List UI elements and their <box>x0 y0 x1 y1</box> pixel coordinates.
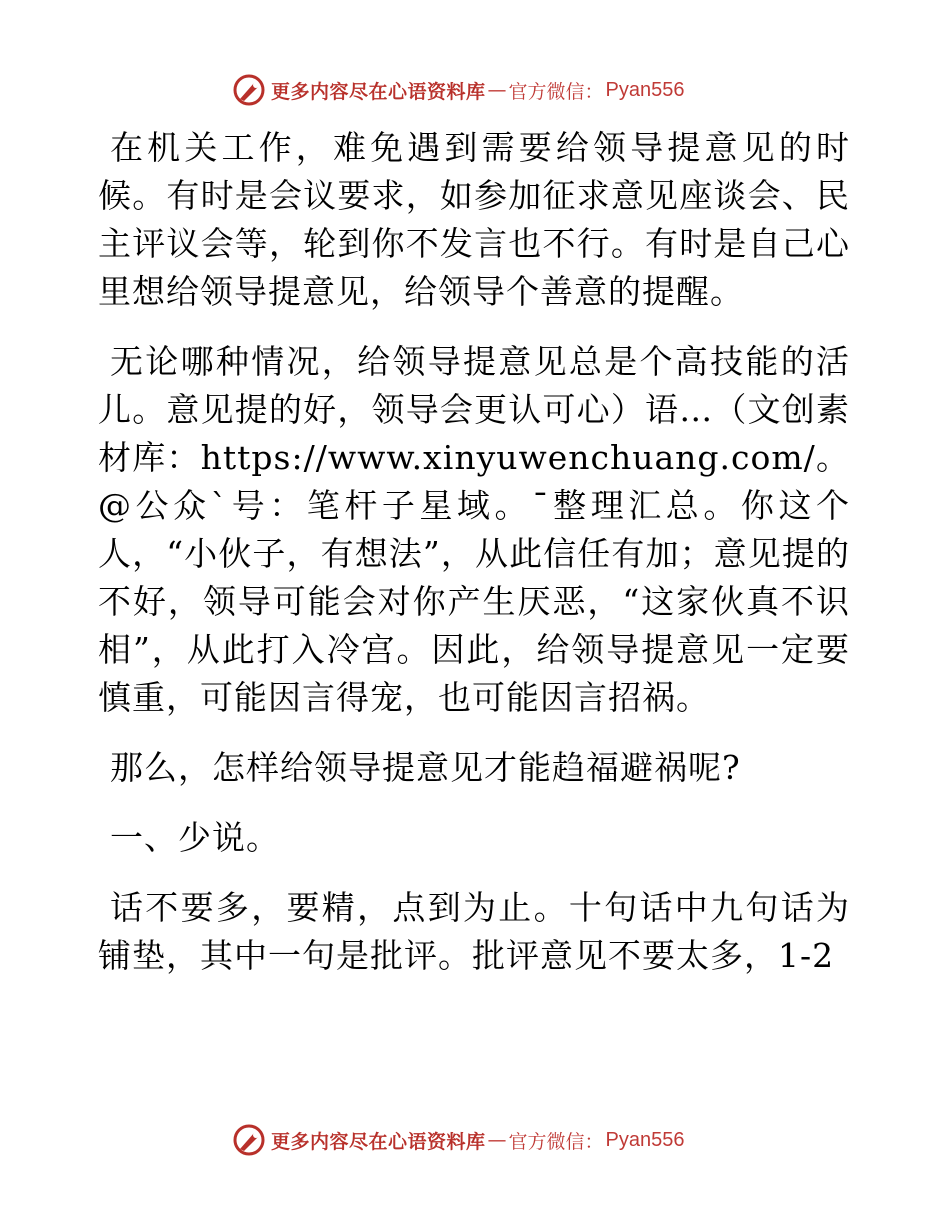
paragraph-intro: 在机关工作，难免遇到需要给领导提意见的时候。有时是会议要求，如参加征求意见座谈会、民主评议会等，轮到你不发言也不行。有时是自己心里想给领导提意见，给领导个善意的提醒。 <box>98 128 850 311</box>
header-banner <box>233 73 685 107</box>
section-heading-1: 一、少说。 <box>110 818 280 857</box>
paragraph-section-1: 话不要多，要精，点到为止。十句话中九句话为铺垫，其中一句是批评。批评意见不要太多，1-2 <box>98 888 850 975</box>
pen-circle-logo-icon <box>233 1124 265 1156</box>
header-wechat-id: Pyan556 <box>605 78 685 101</box>
paragraph-situations: 无论哪种情况，给领导提意见总是个高技能的活儿。意见提的好，领导会更认可心）语…（文创素材库：https://www.xinyuwenchuang.com/。@公众`号：笔杆子星域。¯整理汇总。你这个人，“小伙子，有想法”，从此信任有加；意见提的不好，领导可能会对你产生厌恶，“这家伙真不识相”，从此打入冷宫。因此，给领导提意见一定要慎重，可能因言得宠，也可能因言招祸。 <box>98 342 850 717</box>
paragraph-question: 那么，怎样给领导提意见才能趋福避祸呢? <box>110 748 741 787</box>
header-site-text: 更多内容尽在心语资料库 <box>271 80 486 103</box>
footer-wechat-id: Pyan556 <box>605 1128 685 1151</box>
footer-wechat-label: 官方微信： <box>508 1130 604 1153</box>
header-separator: — <box>487 79 507 101</box>
pen-circle-logo-icon <box>233 74 265 106</box>
footer-separator: — <box>487 1129 507 1151</box>
footer-banner <box>233 1123 685 1157</box>
document-body <box>98 124 850 1002</box>
footer-site-text: 更多内容尽在心语资料库 <box>271 1130 486 1153</box>
header-wechat-label: 官方微信： <box>508 80 604 103</box>
